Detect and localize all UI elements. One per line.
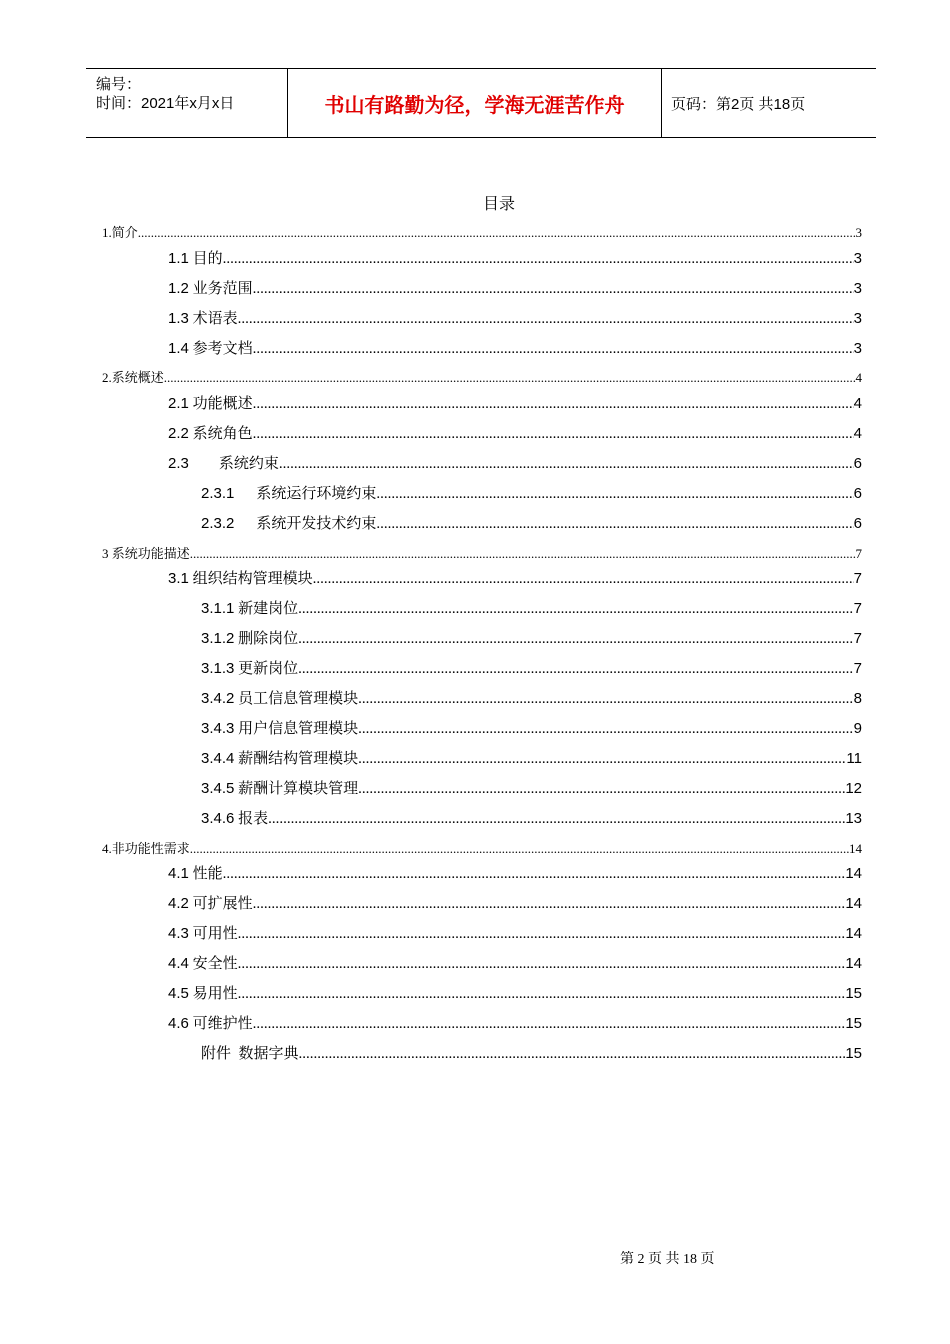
toc-entry-title: 简介 [111, 225, 138, 240]
toc-entry-4-4[interactable] [168, 952, 862, 973]
toc-entry-title: 用户信息管理模块 [238, 721, 359, 737]
toc-entry-number: 3.4.2 [201, 690, 235, 707]
toc-leader-dots [238, 926, 846, 943]
toc-leader-dots [299, 1046, 846, 1063]
toc-leader-dots [238, 956, 846, 973]
toc-entry-number: 4.1 [168, 865, 189, 882]
toc-entry-4-3[interactable] [168, 922, 862, 943]
toc-entry-number: 3.1.3 [201, 660, 235, 677]
toc-leader-dots [253, 896, 846, 913]
toc-leader-dots [358, 721, 854, 738]
toc-entry-title: 更新岗位 [238, 661, 299, 677]
toc-leader-dots [298, 601, 854, 618]
footer-prefix: 第 [620, 1252, 634, 1267]
toc-entry-3-4-2[interactable] [201, 687, 862, 708]
toc-leader-dots [358, 691, 854, 708]
toc-entry-page: 11 [846, 750, 862, 767]
toc-entry-number: 4. [102, 841, 112, 856]
toc-entry-number: 2.3.1 [201, 485, 235, 502]
toc-entry-number: 附件 [201, 1046, 232, 1062]
toc-entry-page: 4 [855, 370, 862, 385]
toc-leader-dots [138, 225, 856, 241]
toc-entry-4-2[interactable] [168, 892, 862, 913]
toc-entry-number: 1.4 [168, 340, 189, 357]
toc-entry-title: 参考文档 [192, 341, 253, 357]
toc-entry-page: 14 [845, 955, 862, 972]
time-label: 时间：2021年x月x日 [96, 95, 235, 112]
toc-entry-title: 员工信息管理模块 [238, 691, 359, 707]
toc-entry-number: 1.3 [168, 310, 189, 327]
toc-entry-title: 系统功能描述 [111, 546, 190, 561]
toc-entry-4-1[interactable] [168, 862, 862, 883]
toc-entry-number: 3 [102, 546, 109, 561]
toc-entry-page: 14 [845, 925, 862, 942]
toc-entry-page: 14 [845, 895, 862, 912]
toc-entry-page: 14 [849, 841, 862, 856]
toc-entry-title: 删除岗位 [238, 631, 299, 647]
toc-entry-number: 1. [102, 225, 112, 240]
toc-entry-page: 4 [853, 395, 862, 412]
toc-entry-page: 3 [853, 250, 862, 267]
toc-entry-number: 3.1.1 [201, 600, 235, 617]
toc-entry-number: 4.2 [168, 895, 189, 912]
toc-entry-title: 目的 [192, 251, 223, 267]
toc-entry-1-2[interactable] [168, 277, 862, 298]
toc-entry-2-1[interactable] [168, 392, 862, 413]
toc-entry-title: 薪酬结构管理模块 [238, 751, 359, 767]
toc-entry-title: 可用性 [192, 926, 238, 942]
toc-entry-title: 系统角色 [192, 426, 253, 442]
toc-entry-number: 4.6 [168, 1015, 189, 1032]
toc-entry-page: 7 [853, 570, 862, 587]
number-label: 编号： [96, 76, 142, 93]
toc-entry-1-4[interactable] [168, 337, 862, 358]
page-code: 页码：第2页 共18页 [671, 95, 806, 113]
toc-entry-page: 14 [845, 865, 862, 882]
toc-entry-2-2[interactable] [168, 422, 862, 443]
toc-leader-dots [238, 986, 846, 1003]
footer-total-pages: 18 [683, 1252, 697, 1267]
toc-leader-dots [279, 456, 854, 473]
toc-leader-dots [376, 486, 853, 503]
toc-entry-number: 3.1 [168, 570, 189, 587]
document-header [86, 68, 876, 138]
toc-entry-title: 薪酬计算模块管理 [238, 781, 359, 797]
motto-text: 书山有路勤为径，学海无涯苦作舟 [324, 92, 625, 117]
toc-entry-3-1-2[interactable] [201, 627, 862, 648]
toc-entry-page: 3 [853, 310, 862, 327]
toc-leader-dots [223, 251, 854, 268]
toc-entry-number: 2.3.2 [201, 515, 235, 532]
toc-entry-4-5[interactable] [168, 982, 862, 1003]
toc-entry-title: 系统概述 [111, 370, 164, 385]
toc-leader-dots [376, 516, 853, 533]
toc-leader-dots [238, 311, 854, 328]
toc-entry-number: 3.4.4 [201, 750, 235, 767]
toc-entry-page: 15 [845, 985, 862, 1002]
toc-leader-dots [253, 341, 854, 358]
toc-entry-page: 6 [853, 455, 862, 472]
toc-leader-dots [223, 866, 846, 883]
header-motto-cell [287, 69, 662, 137]
toc-entry-3[interactable] [102, 543, 862, 562]
toc-entry-number: 2.2 [168, 425, 189, 442]
toc-entry-title: 系统开发技术约束 [256, 516, 377, 532]
toc-entry-page: 13 [845, 810, 862, 827]
toc-entry-page: 7 [855, 546, 862, 561]
toc-entry-number: 3.4.6 [201, 810, 235, 827]
toc-entry-number: 4.3 [168, 925, 189, 942]
toc-entry-number: 3.1.2 [201, 630, 235, 647]
toc-entry-2-3-2[interactable] [201, 512, 862, 533]
toc-entry-title: 可扩展性 [192, 896, 253, 912]
page-footer [620, 1248, 715, 1268]
toc-entry-page: 3 [853, 280, 862, 297]
toc-entry-page: 9 [853, 720, 862, 737]
toc-entry-title: 非功能性需求 [111, 841, 190, 856]
toc-entry-number: 4.5 [168, 985, 189, 1002]
toc-leader-dots [358, 781, 845, 798]
toc-entry-title: 系统运行环境约束 [256, 486, 377, 502]
toc-entry-page: 4 [853, 425, 862, 442]
footer-page-number: 2 [637, 1252, 645, 1267]
toc-entry-3-1-3[interactable] [201, 657, 862, 678]
toc-entry-title: 业务范围 [192, 281, 253, 297]
toc-entry-title: 系统约束 [218, 456, 279, 472]
toc-leader-dots [313, 571, 854, 588]
toc-entry-number: 2. [102, 370, 112, 385]
toc-entry-page: 7 [853, 660, 862, 677]
toc-entry-page: 3 [853, 340, 862, 357]
toc-leader-dots [253, 1016, 846, 1033]
toc-entry-number: 2.1 [168, 395, 189, 412]
toc-entry-page: 12 [845, 780, 862, 797]
toc-entry-1-1[interactable] [168, 247, 862, 268]
toc-entry-title: 报表 [238, 811, 269, 827]
toc-leader-dots [253, 426, 854, 443]
toc-entry-page: 6 [853, 515, 862, 532]
toc-entry-3-4-4[interactable] [201, 747, 862, 768]
toc-leader-dots [253, 396, 854, 413]
header-meta-cell [86, 69, 287, 137]
toc-entry-page: 15 [845, 1045, 862, 1062]
toc-title: 目录 [482, 196, 515, 213]
toc-entry-page: 3 [855, 225, 862, 240]
toc-entry-1-3[interactable] [168, 307, 862, 328]
toc-entry-3-4-5[interactable] [201, 777, 862, 798]
toc-entry-page: 7 [853, 600, 862, 617]
toc-entry-number: 1.2 [168, 280, 189, 297]
toc-leader-dots [298, 631, 854, 648]
toc-entry-title: 易用性 [192, 986, 238, 1002]
toc-entry-number: 3.4.3 [201, 720, 235, 737]
toc-entry-number: 2.3 [168, 455, 189, 472]
toc-entry-4-6[interactable] [168, 1012, 862, 1033]
toc-entry-title: 术语表 [192, 311, 238, 327]
toc-entry-3-1[interactable] [168, 567, 862, 588]
toc-entry-2-3-1[interactable] [201, 482, 862, 503]
toc-entry-3-1-1[interactable] [201, 597, 862, 618]
toc-entry-page: 6 [853, 485, 862, 502]
footer-suffix: 页 [700, 1252, 715, 1267]
toc-entry-title: 数据字典 [238, 1046, 299, 1062]
toc-leader-dots [164, 370, 856, 386]
toc-entry-appendix[interactable] [201, 1042, 862, 1063]
toc-entry-page: 15 [845, 1015, 862, 1032]
toc-entry-title: 新建岗位 [238, 601, 299, 617]
toc-entry-page: 8 [853, 690, 862, 707]
toc-entry-number: 1.1 [168, 250, 189, 267]
toc-entry-1[interactable] [102, 222, 862, 241]
header-page-cell [661, 69, 876, 137]
toc-leader-dots [253, 281, 854, 298]
toc-entry-title: 性能 [192, 866, 223, 882]
toc-entry-title: 功能概述 [192, 396, 253, 412]
toc-entry-2[interactable] [102, 367, 862, 386]
toc-entry-number: 4.4 [168, 955, 189, 972]
toc-leader-dots [190, 841, 849, 857]
toc-entry-page: 7 [853, 630, 862, 647]
toc-leader-dots [190, 546, 856, 562]
toc-leader-dots [358, 751, 846, 768]
toc-leader-dots [298, 661, 854, 678]
toc-entry-2-3[interactable] [168, 452, 862, 473]
toc-entry-4[interactable] [102, 838, 862, 857]
toc-entry-title: 可维护性 [192, 1016, 253, 1032]
toc-leader-dots [268, 811, 845, 828]
toc-entry-title: 安全性 [192, 956, 238, 972]
toc-entry-title: 组织结构管理模块 [192, 571, 313, 587]
toc-entry-number: 3.4.5 [201, 780, 235, 797]
toc-entry-3-4-6[interactable] [201, 807, 862, 828]
toc-entry-3-4-3[interactable] [201, 717, 862, 738]
footer-mid: 页 共 [648, 1252, 680, 1267]
